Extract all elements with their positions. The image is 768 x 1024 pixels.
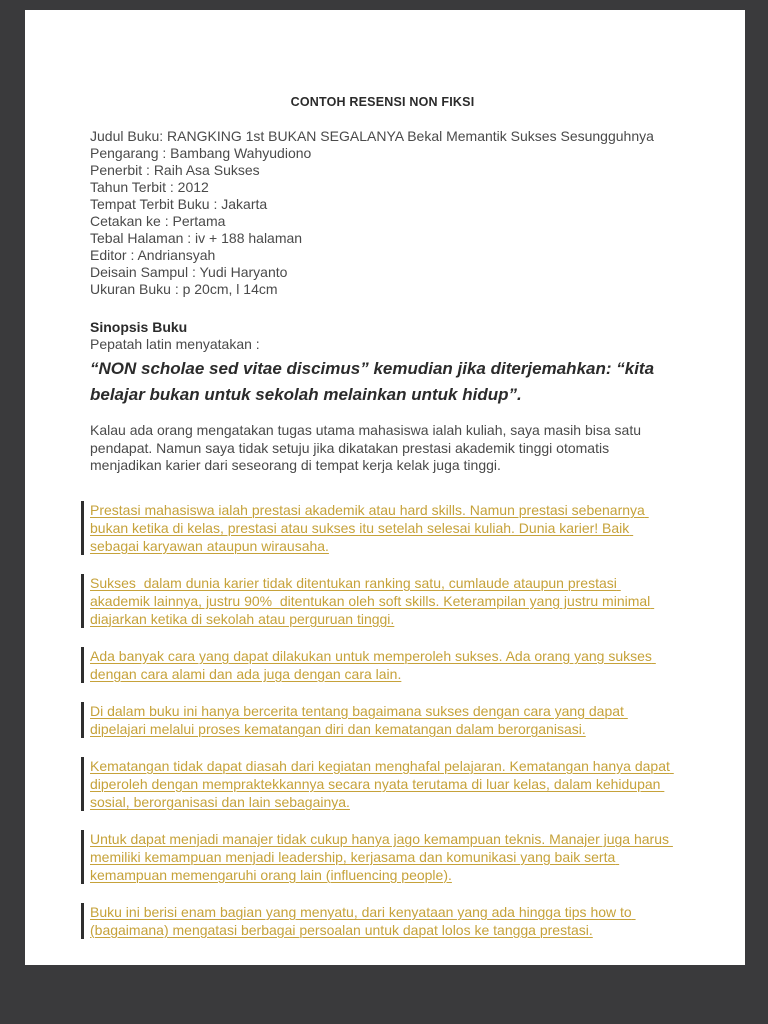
page-content: [25, 10, 745, 939]
highlighted-passage-4: [81, 702, 675, 738]
metadata-line-editor: Editor : Andriansyah: [90, 247, 216, 263]
highlighted-passage-2: [81, 574, 675, 628]
highlighted-passage-6: [81, 830, 675, 884]
metadata-line-desain-sampul: Deisain Sampul : Yudi Haryanto: [90, 264, 288, 280]
metadata-line-ukuran-buku: Ukuran Buku : p 20cm, l 14cm: [90, 281, 278, 297]
book-metadata-list: [90, 128, 675, 298]
intro-paragraph: Kalau ada orang mengatakan tugas utama mahasiswa ialah kuliah, saya masih bisa satu pendapat. Namun saya tidak setuju jika dikatakan prestasi akademik tinggi otomatis menjadikan karier dari seseorang di tempat kerja kelak juga tinggi.: [90, 422, 641, 473]
highlighted-passage-3: [81, 647, 675, 683]
highlighted-passage-link[interactable]: Sukses dalam dunia karier tidak ditentukan ranking satu, cumlaude ataupun prestasi akademik lainnya, justru 90% ditentukan oleh soft skills. Keterampilan yang justru minimal diajarkan ketika di sekolah atau perguruan tinggi.: [90, 574, 655, 627]
metadata-line-judul-buku: Judul Buku: RANGKING 1st BUKAN SEGALANYA Bekal Memantik Sukses Sesungguhnya: [90, 128, 654, 144]
highlighted-passage-link[interactable]: Kematangan tidak dapat diasah dari kegiatan menghafal pelajaran. Kematangan hanya dapat diperoleh dengan mempraktekkannya secara nyata terutama di luar kelas, dalam kehidupan sosial, berorganisasi dan lain sebagainya.: [90, 757, 674, 810]
highlighted-passage-link[interactable]: Untuk dapat menjadi manajer tidak cukup hanya jago kemampuan teknis. Manajer juga harus memiliki kemampuan menjadi leadership, kerjasama dan komunikasi yang baik serta kemampuan memengaruhi orang lain (influencing people).: [90, 830, 673, 883]
document-title: CONTOH RESENSI NON FIKSI: [290, 95, 475, 109]
highlighted-passage-1: [81, 501, 675, 555]
highlighted-passage-7: [81, 903, 675, 939]
document-page: [25, 10, 745, 965]
highlighted-passage-link[interactable]: Prestasi mahasiswa ialah prestasi akademik atau hard skills. Namun prestasi sebenarnya bukan ketika di kelas, prestasi atau sukses itu setelah selesai kuliah. Dunia karier! Baik sebagai karyawan ataupun wirausaha.: [90, 501, 649, 554]
metadata-line-tempat-terbit: Tempat Terbit Buku : Jakarta: [90, 196, 268, 212]
latin-quote: “NON scholae sed vitae discimus” kemudian jika diterjemahkan: “kita belajar bukan untuk sekolah melainkan untuk hidup”.: [90, 359, 655, 404]
highlighted-passage-link[interactable]: Di dalam buku ini hanya bercerita tentang bagaimana sukses dengan cara yang dapat dipelajari melalui proses kematangan diri dan kematangan dalam berorganisasi.: [90, 702, 628, 737]
highlighted-passage-5: [81, 757, 675, 811]
sinopsis-heading: Sinopsis Buku: [90, 319, 188, 335]
metadata-line-pengarang: Pengarang : Bambang Wahyudiono: [90, 145, 312, 161]
metadata-line-cetakan: Cetakan ke : Pertama: [90, 213, 226, 229]
pepatah-lead-in: Pepatah latin menyatakan :: [90, 336, 260, 352]
highlighted-passages: [90, 501, 675, 939]
highlighted-passage-link[interactable]: Ada banyak cara yang dapat dilakukan untuk memperoleh sukses. Ada orang yang sukses dengan cara alami dan ada juga dengan cara lain.: [90, 647, 656, 682]
highlighted-passage-link[interactable]: Buku ini berisi enam bagian yang menyatu, dari kenyataan yang ada hingga tips how to (bagaimana) mengatasi berbagai persoalan untuk dapat lolos ke tangga prestasi.: [90, 903, 636, 938]
metadata-line-penerbit: Penerbit : Raih Asa Sukses: [90, 162, 260, 178]
metadata-line-tahun-terbit: Tahun Terbit : 2012: [90, 179, 209, 195]
metadata-line-tebal-halaman: Tebal Halaman : iv + 188 halaman: [90, 230, 303, 246]
